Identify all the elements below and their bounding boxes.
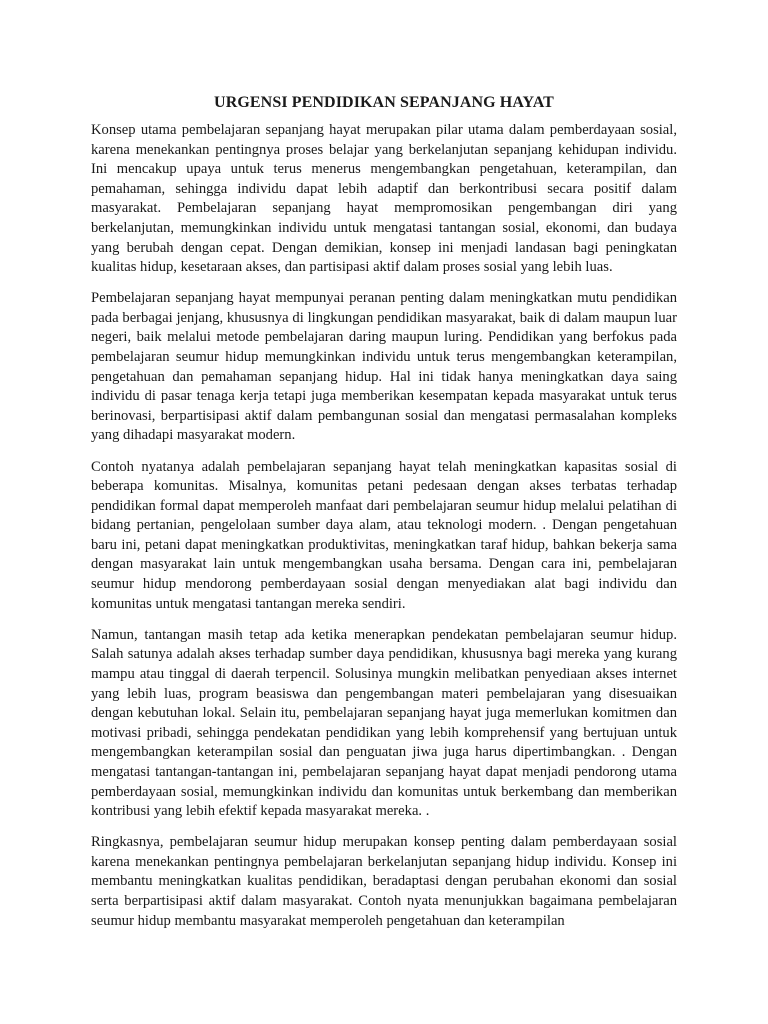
paragraph-3: Contoh nyatanya adalah pembelajaran sepanjang hayat telah meningkatkan kapasitas sosial di beberapa komunitas. Misalnya, komunitas petani pedesaan dengan akses terbatas terhadap pendidikan formal dapat memperoleh manfaat dari pembelajaran seumur hidup melalui pelatihan di bidang pertanian, pengelolaan sumber daya alam, atau teknologi modern. . Dengan pengetahuan baru ini, petani dapat meningkatkan produktivitas, meningkatkan taraf hidup, bahkan bekerja sama dengan masyarakat lain untuk mengembangkan usaha bersama. Dengan cara ini, pembelajaran seumur hidup mendorong pemberdayaan sosial dengan menyediakan alat bagi individu dan komunitas untuk mengatasi tantangan mereka sendiri. <box>91 458 677 612</box>
document-title: URGENSI PENDIDIKAN SEPANJANG HAYAT <box>214 94 554 111</box>
paragraph-4: Namun, tantangan masih tetap ada ketika menerapkan pendekatan pembelajaran seumur hidup. Salah satunya adalah akses terhadap sumber daya pendidikan, khususnya bagi mereka yang kurang mampu atau tinggal di daerah terpencil. Solusinya mungkin melibatkan penyediaan akses internet yang lebih luas, program beasiswa dan pengembangan materi pembelajaran yang disesuaikan dengan kebutuhan lokal. Selain itu, pembelajaran sepanjang hayat juga memerlukan komitmen dan motivasi pribadi, sehingga pendekatan pendidikan yang lebih komprehensif yang bertujuan untuk mengembangkan keterampilan sosial dan penguatan jiwa juga harus dipertimbangkan. . Dengan mengatasi tantangan-tantangan ini, pembelajaran sepanjang hayat dapat menjadi pendorong utama pemberdayaan sosial, memungkinkan individu dan komunitas untuk berkembang dan memberikan kontribusi yang lebih efektif kepada masyarakat mereka. . <box>91 626 677 820</box>
paragraph-5: Ringkasnya, pembelajaran seumur hidup merupakan konsep penting dalam pemberdayaan sosial karena menekankan pentingnya pembelajaran berkelanjutan sepanjang hidup individu. Konsep ini membantu meningkatkan kualitas pendidikan, beradaptasi dengan perubahan ekonomi dan sosial serta berpartisipasi aktif dalam masyarakat. Contoh nyata menunjukkan bagaimana pembelajaran seumur hidup membantu masyarakat memperoleh pengetahuan dan keterampilan <box>91 834 677 929</box>
document-page <box>91 92 677 943</box>
paragraph-1: Konsep utama pembelajaran sepanjang hayat merupakan pilar utama dalam pemberdayaan sosial, karena menekankan pentingnya proses belajar yang berkelanjutan sepanjang kehidupan individu. Ini mencakup upaya untuk terus menerus mengembangkan pengetahuan, keterampilan, dan pemahaman, sehingga individu dapat lebih adaptif dan berkontribusi secara positif dalam masyarakat. Pembelajaran sepanjang hayat mempromosikan pengembangan diri yang berkelanjutan, memungkinkan individu untuk mengatasi tantangan sosial, ekonomi, dan budaya yang berubah dengan cepat. Dengan demikian, konsep ini menjadi landasan bagi peningkatan kualitas hidup, kesetaraan akses, dan partisipasi aktif dalam proses sosial yang lebih luas. <box>91 122 677 276</box>
paragraph-2: Pembelajaran sepanjang hayat mempunyai peranan penting dalam meningkatkan mutu pendidikan pada berbagai jenjang, khususnya di lingkungan pendidikan masyarakat, baik di dalam maupun luar negeri, baik melalui metode pembelajaran daring maupun luring. Pendidikan yang berfokus pada pembelajaran seumur hidup memungkinkan individu untuk terus mengembangkan keterampilan, pengetahuan dan pemahaman sepanjang hidup. Hal ini tidak hanya meningkatkan daya saing individu di pasar tenaga kerja tetapi juga memberikan kesempatan kepada masyarakat untuk terus berinovasi, berpartisipasi aktif dalam pembangunan sosial dan mengatasi permasalahan kompleks yang dihadapi masyarakat modern. <box>91 290 677 444</box>
